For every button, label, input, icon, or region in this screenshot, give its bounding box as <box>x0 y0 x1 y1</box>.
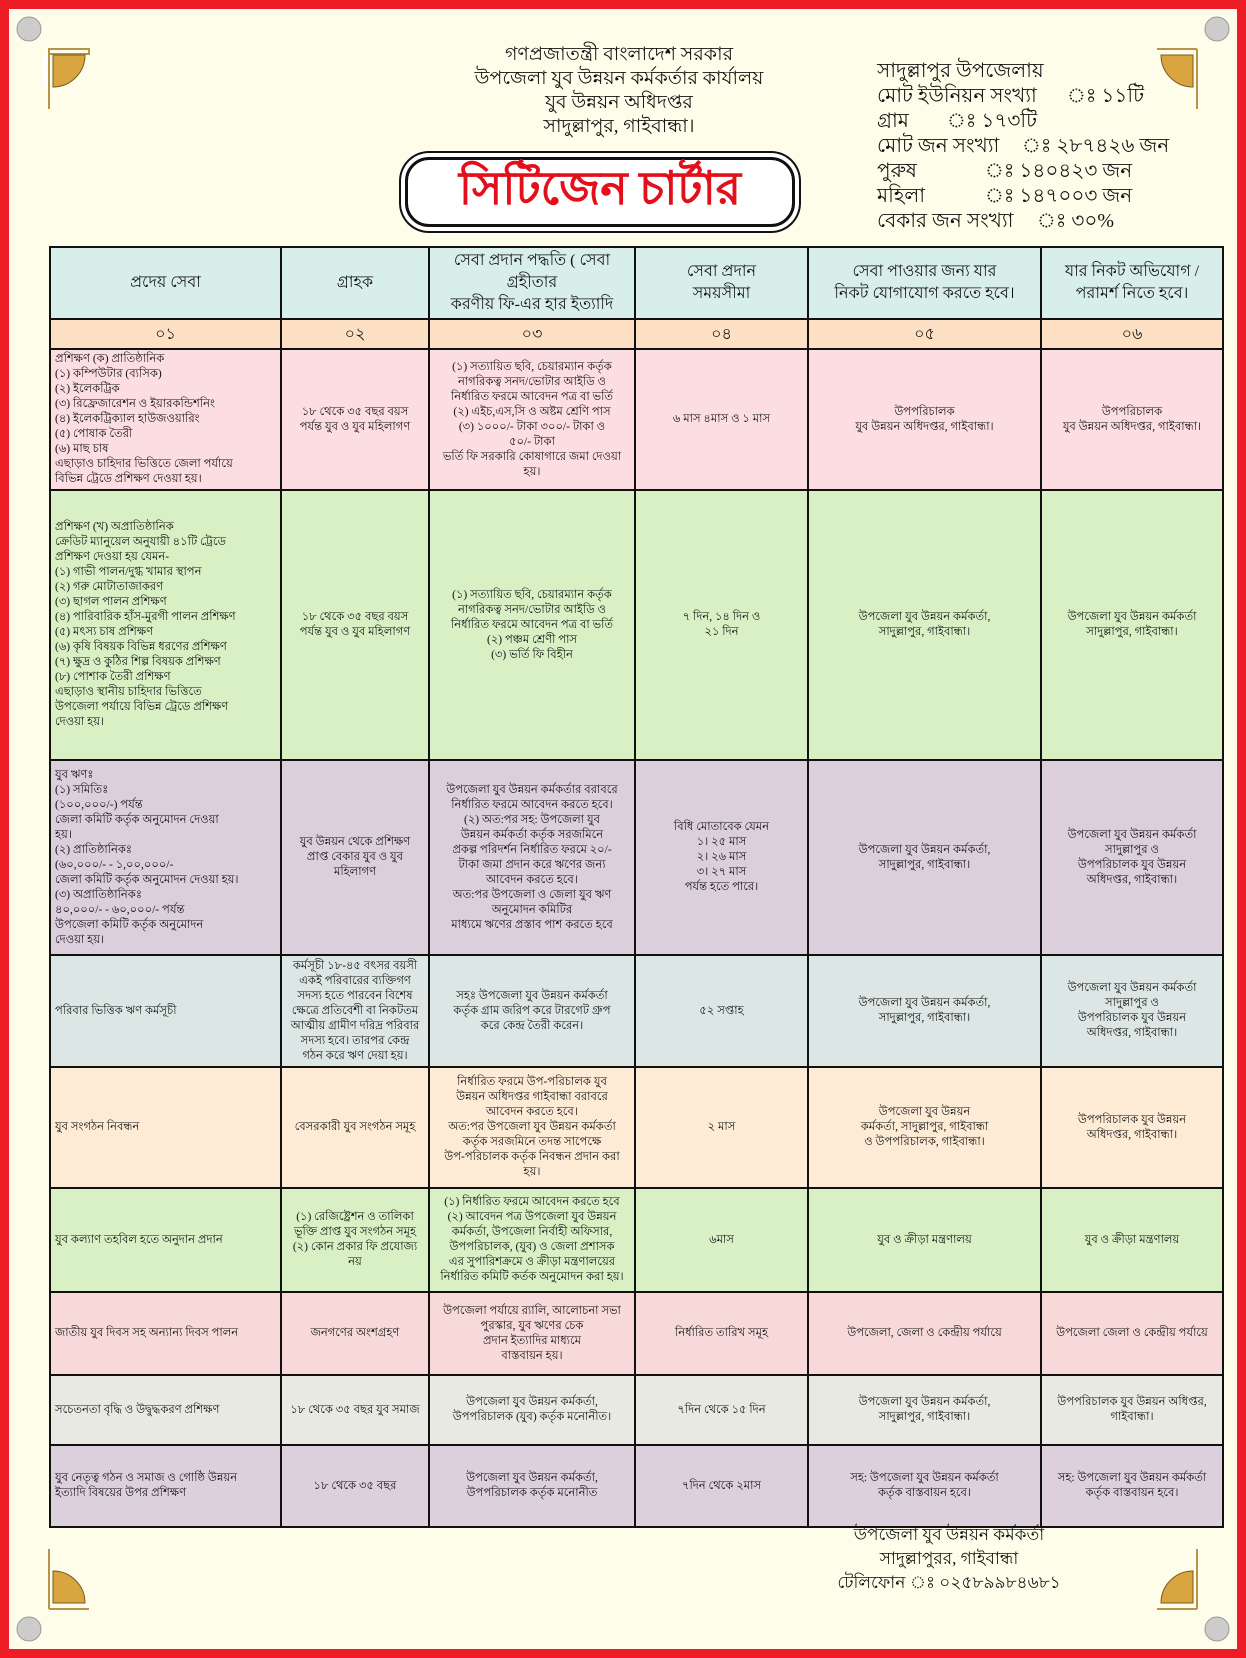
table-row <box>50 1067 1223 1188</box>
corner-ornament-icon <box>1137 1549 1237 1649</box>
stat-label: মোট ইউনিয়ন সংখ্যা <box>877 85 1037 107</box>
table-cell: ৬মাস <box>635 1188 808 1292</box>
corner-ornament-icon <box>9 9 109 109</box>
table-cell: ৭দিন থেকে ২মাস <box>635 1445 808 1527</box>
column-number: ০৩ <box>429 319 635 349</box>
stat-row <box>877 109 1169 134</box>
table-cell: উপজেলা জেলা ও কেন্দ্রীয় পর্যায়ে <box>1041 1292 1223 1375</box>
table-cell: ৭দিন থেকে ১৫ দিন <box>635 1375 808 1445</box>
table-cell: উপপরিচালক যুব উন্নয়ন অধিপ্তর, গাইবান্ধা। <box>1041 1375 1223 1445</box>
table-cell: সচেতনতা বৃদ্ধি ও উদ্বুদ্ধকরণ প্রশিক্ষণ <box>50 1375 281 1445</box>
table-cell: যুব কল্যাণ তহবিল হতে অনুদান প্রদান <box>50 1188 281 1292</box>
table-cell: সহঃ উপজেলা যুব উন্নয়ন কর্মকর্তা কর্তৃক গ্রাম জরিপ করে টারগেট গ্রুপ করে কেন্দ্র তৈরী করেন। <box>429 955 635 1067</box>
table-cell: সহ: উপজেলা যুব উন্নয়ন কর্মকর্তা কর্তৃক বাস্তবায়ন হবে। <box>1041 1445 1223 1527</box>
footer-line: টেলিফোন ঃ ০২৫৮৯৯৮৪৬৮১ <box>837 1573 1061 1592</box>
table-cell: ১৮ থেকে ৩৫ বছর <box>281 1445 429 1527</box>
column-header: সেবা প্রদান পদ্ধতি ( সেবা গ্রহীতার করণীয় ফি-এর হার ইত্যাদি <box>429 247 635 319</box>
table-cell: (১) রেজিষ্ট্রেশন ও তালিকা ভূক্তি প্রাপ্ত যুব সংগঠন সমূহ (২) কোন প্রকার ফি প্রযোজ্য নয় <box>281 1188 429 1292</box>
header-line: গণপ্রজাতন্ত্রী বাংলাদেশ সরকার <box>504 44 734 65</box>
table-cell: উপজেলা যুব উন্নয়ন কর্মকর্তা, উপপরিচালক কর্তৃক মনোনীত <box>429 1445 635 1527</box>
table-cell: উপজেলা যুব উন্নয়ন কর্মকর্তা, সাদুল্লাপুর, গাইবান্ধা। <box>808 490 1041 760</box>
table-cell: জনগণের অংশগ্রহণ <box>281 1292 429 1375</box>
table-cell: যুব উন্নয়ন থেকে প্রশিক্ষণ প্রাপ্ত বেকার যুব ও যুব মহিলাগণ <box>281 760 429 955</box>
table-cell: যুব সংগঠন নিবন্ধন <box>50 1067 281 1188</box>
stats-heading: সাদুল্লাপুর উপজেলায় <box>877 60 1044 82</box>
table-cell: উপজেলা যুব উন্নয়ন কর্মকর্তা, সাদুল্লাপুর, গাইবান্ধা ও উপপরিচালক, গাইবান্ধা। <box>808 1067 1041 1188</box>
column-header: যার নিকট অভিযোগ / পরামর্শ নিতে হবে। <box>1041 247 1223 319</box>
table-cell: বেসরকারী যুব সংগঠন সমূহ <box>281 1067 429 1188</box>
table-cell: (১) সত্যায়িত ছবি, চেয়ারম্যান কর্তৃক নাগরিকত্ব সনদ/ভোটার আইডি ও নির্ধারিত ফরমে আবেদন পত্র বা ভর্তি (২) এইচ,এস,সি ও অষ্টম শ্রেণি পাস (৩) ১০০০/- টাকা ৩০০/- টাকা ও ৫০/- টাকা ভর্তি ফি সরকারি কোষাগারে জমা দেওয়া হয়। <box>429 349 635 490</box>
table-cell: ১৮ থেকে ৩৫ বছর বয়স পর্যন্ত যুব ও যুব মহিলাগণ <box>281 490 429 760</box>
table-cell: যুব নেতৃত্ব গঠন ও সমাজ ও গোষ্ঠি উন্নয়ন ইত্যাদি বিষয়ের উপর প্রশিক্ষণ <box>50 1445 281 1527</box>
stat-value: ঃ ১৪০৪২৩ জন <box>985 160 1133 182</box>
table-cell: উপপরিচালক যুব উন্নয়ন অধিদপ্তর, গাইবান্ধা। <box>1041 1067 1223 1188</box>
stat-row <box>877 184 1169 209</box>
column-header: সেবা পাওয়ার জন্য যার নিকট যোগাযোগ করতে হবে। <box>808 247 1041 319</box>
page-title: সিটিজেন চার্টার <box>458 163 742 214</box>
table-cell: ৭ দিন, ১৪ দিন ও ২১ দিন <box>635 490 808 760</box>
column-number: ০৪ <box>635 319 808 349</box>
table-cell: নির্ধারিত তারিখ সমূহ <box>635 1292 808 1375</box>
table-row <box>50 490 1223 760</box>
table-row <box>50 1445 1223 1527</box>
stat-label: পুরুষ <box>877 160 917 182</box>
table-cell: যুব ও ক্রীড়া মন্ত্রণালয় <box>808 1188 1041 1292</box>
stat-label: বেকার জন সংখ্যা <box>877 210 1014 232</box>
table-cell: উপজেলা যুব উন্নয়ন কর্মকর্তা, সাদুল্লাপুর, গাইবান্ধা। <box>808 955 1041 1067</box>
office-header <box>409 43 829 139</box>
table-cell: যুব ঋণঃ (১) সমিতিঃ (১০০,০০০/-) পর্যন্ত জেলা কমিটি কর্তৃক অনুমোদন দেওয়া হয়। (২) প্রাতিষ্ঠানিকঃ (৬০,০০০/- - ১,০০,০০০/- জেলা কমিটি কর্তৃক অনুমোদন দেওয়া হয়। (৩) অপ্রাতিষ্ঠানিকঃ ৪০,০০০/- - ৬০,০০০/- পর্যন্ত উপজেলা কমিটি কর্তৃক অনুমোদন দেওয়া হয়। <box>50 760 281 955</box>
stat-label: মোট জন সংখ্যা <box>877 135 1000 157</box>
column-number: ০৬ <box>1041 319 1223 349</box>
table-cell: বিধি মোতাবেক যেমন ১। ২৫ মাস ২। ২৬ মাস ৩। ২৭ মাস পর্যন্ত হতে পারে। <box>635 760 808 955</box>
charter-table <box>49 246 1224 1528</box>
table-cell: উপজেলা যুব উন্নয়ন কর্মকর্তা, সাদুল্লাপুর, গাইবান্ধা। <box>808 760 1041 955</box>
table-cell: ৫২ সপ্তাহ <box>635 955 808 1067</box>
footer-line: উপজেলা যুব উন্নয়ন কর্মকর্তা <box>853 1525 1045 1544</box>
table-cell: ৬ মাস ৪মাস ও ১ মাস <box>635 349 808 490</box>
population-stats <box>877 59 1169 234</box>
column-header: সেবা প্রদান সময়সীমা <box>635 247 808 319</box>
table-cell: উপপরিচালক যুব উন্নয়ন অধিদপ্তর, গাইবান্ধা। <box>808 349 1041 490</box>
table-cell: ২ মাস <box>635 1067 808 1188</box>
title-banner <box>405 157 795 227</box>
table-cell: নির্ধারিত ফরমে উপ-পরিচালক যুব উন্নয়ন অধিদপ্তর গাইবান্ধা বরাবরে আবেদন করতে হবে। অত:পর উপজেলা যুব উন্নয়ন কর্মকর্তা কর্তৃক সরজমিনে তদন্ত সাপেক্ষে উপ-পরিচালক কর্তৃক নিবন্ধন প্রদান করা হয়। <box>429 1067 635 1188</box>
stat-value: ঃ ২৮৭৪২৬ জন <box>1022 135 1170 157</box>
header-row <box>50 247 1223 319</box>
table-row <box>50 349 1223 490</box>
table-cell: উপজেলা, জেলা ও কেন্দ্রীয় পর্যায়ে <box>808 1292 1041 1375</box>
table-cell: উপজেলা যুব উন্নয়ন কর্মকর্তা, সাদুল্লাপুর, গাইবান্ধা। <box>808 1375 1041 1445</box>
table-cell: কর্মসূচী ১৮-৪৫ বৎসর বয়সী একই পরিবারের ব্যক্তিগণ সদস্য হতে পারবেন বিশেষ ক্ষেত্রে প্রতিবেশী বা নিকটতম আত্মীয় গ্রামীণ দরিদ্র পরিবার সদস্য হবে। তারপর কেন্দ্র গঠন করে ঋণ দেয়া হয়। <box>281 955 429 1067</box>
column-number: ০১ <box>50 319 281 349</box>
stat-row <box>877 134 1169 159</box>
table-row <box>50 1188 1223 1292</box>
column-number: ০৫ <box>808 319 1041 349</box>
column-header: প্রদেয় সেবা <box>50 247 281 319</box>
stat-row <box>877 159 1169 184</box>
table-cell: উপজেলা যুব উন্নয়ন কর্মকর্তার বরাবরে নির্ধারিত ফরমে আবেদন করতে হবে। (২) অত:পর সহ: উপজেলা যুব উন্নয়ন কর্মকর্তা কর্তৃক সরজমিনে প্রকল্প পরিদর্শন নির্ধারিত ফরমে ২০/- টাকা জমা প্রদান করে ঋণের জন্য আবেদন করতে হবে। অত:পর উপজেলা ও জেলা যুব ঋণ অনুমোদন কমিটির মাধ্যমে ঋণের প্রস্তাব পাশ করতে হবে <box>429 760 635 955</box>
column-number: ০২ <box>281 319 429 349</box>
header-line: যুব উন্নয়ন অধিদপ্তর <box>545 92 693 113</box>
table-cell: প্রশিক্ষণ (খ) অপ্রাতিষ্ঠানিক ক্রেডিট ম্যানুয়েল অনুযায়ী ৪১টি ট্রেডে প্রশিক্ষণ দেওয়া হয় যেমন- (১) গাভী পালন/দুগ্ধ খামার স্থাপন (২) গরু মোটাতাজাকরণ (৩) ছাগল পালন প্রশিক্ষণ (৪) পারিবারিক হাঁস-মুরগী পালন প্রশিক্ষণ (৫) মৎস্য চাষ প্রশিক্ষণ (৬) কৃষি বিষয়ক বিভিন্ন ধরণের প্রশিক্ষণ (৭) ক্ষুদ্র ও কুঠির শিল্প বিষয়ক প্রশিক্ষণ (৮) পোশাক তৈরী প্রশিক্ষণ এছাড়াও স্থানীয় চাহিদার ভিত্তিতে উপজেলা পর্যায়ে বিভিন্ন ট্রেডে প্রশিক্ষণ দেওয়া হয়। <box>50 490 281 760</box>
table-cell: (১) নির্ধারিত ফরমে আবেদন করতে হবে (২) আবেদন পত্র উপজেলা যুব উন্নয়ন কর্মকর্তা, উপজেলা নির্বাহী অফিসার, উপপরিচালক, (যুব) ও জেলা প্রশাসক এর সুপারিশক্রমে ও ক্রীড়া মন্ত্রণালয়ের নির্ধারিত কমিটি কর্তক অনুমোদন করা হয়। <box>429 1188 635 1292</box>
table-cell: উপজেলা পর্যায়ে র‌্যালি, আলোচনা সভা পুরস্কার, যুব ঋণের চেক প্রদান ইত্যাদির মাধ্যমে বাস্তবায়ন হয়। <box>429 1292 635 1375</box>
table-cell: সহ: উপজেলা যুব উন্নয়ন কর্মকর্তা কর্তৃক বাস্তবায়ন হবে। <box>808 1445 1041 1527</box>
stat-value: ঃ ১৪৭০০৩ জন <box>985 185 1133 207</box>
header-line: সাদুল্লাপুর, গাইবান্ধা। <box>543 116 695 137</box>
table-cell: উপজেলা যুব উন্নয়ন কর্মকর্তা সাদুল্লাপুর, গাইবান্ধা। <box>1041 490 1223 760</box>
table-cell: প্রশিক্ষণ (ক) প্রাতিষ্ঠানিক (১) কম্পিউটার (ব্যসিক) (২) ইলেকট্রিক (৩) রিফ্রেজারেশন ও ইয়ারকন্ডিশনিং (৪) ইলেকট্রিক্যাল হাউজওয়ারিং (৫) পোষাক তৈরী (৬) মাছ চাষ এছাড়াও চাহিদার ভিত্তিতে জেলা পর্যায়ে বিভিন্ন ট্রেডে প্রশিক্ষণ দেওয়া হয়। <box>50 349 281 490</box>
table-cell: উপজেলা যুব উন্নয়ন কর্মকর্তা, উপপরিচালক (যুব) কর্তৃক মনোনীত। <box>429 1375 635 1445</box>
stat-row <box>877 209 1169 234</box>
table-row <box>50 760 1223 955</box>
stat-label: গ্রাম <box>877 110 909 132</box>
table-cell: ১৮ থেকে ৩৫ বছর বয়স পর্যন্ত যুব ও যুব মহিলাগণ <box>281 349 429 490</box>
table-row <box>50 1292 1223 1375</box>
table-row <box>50 955 1223 1067</box>
stat-value: ঃ ৩০% <box>1037 210 1115 232</box>
footer-line: সাদুল্লাপুরর, গাইবান্ধা <box>879 1549 1019 1568</box>
table-cell: জাতীয় যুব দিবস সহ অন্যান্য দিবস পালন <box>50 1292 281 1375</box>
table-row <box>50 1375 1223 1445</box>
table-cell: যুব ও ক্রীড়া মন্ত্রণালয় <box>1041 1188 1223 1292</box>
column-number-row <box>50 319 1223 349</box>
column-header: গ্রাহক <box>281 247 429 319</box>
stat-label: মহিলা <box>877 185 926 207</box>
table-cell: উপপরিচালক যুব উন্নয়ন অধিদপ্তর, গাইবান্ধা। <box>1041 349 1223 490</box>
stat-value: ঃ ১৭৩টি <box>947 110 1037 132</box>
table-cell: উপজেলা যুব উন্নয়ন কর্মকর্তা সাদুল্লাপুর ও উপপরিচালক যুব উন্নয়ন অধিদপ্তর, গাইবান্ধা। <box>1041 760 1223 955</box>
stat-row <box>877 84 1169 109</box>
corner-ornament-icon <box>9 1549 109 1649</box>
header-line: উপজেলা যুব উন্নয়ন কর্মকর্তার কার্যালয় <box>474 68 764 89</box>
stat-value: ঃ ১১টি <box>1067 85 1144 107</box>
table-cell: (১) সত্যায়িত ছবি, চেয়ারম্যান কর্তৃক নাগরিকত্ব সনদ/ভোটার আইডি ও নির্ধারিত ফরমে আবেদন পত্র বা ভর্তি (২) পঞ্চম শ্রেণী পাস (৩) ভর্তি ফি বিহীন <box>429 490 635 760</box>
table-cell: পরিবার ভিত্তিক ঋণ কর্মসূচী <box>50 955 281 1067</box>
table-cell: ১৮ থেকে ৩৫ বছর যুব সমাজ <box>281 1375 429 1445</box>
signature-block <box>829 1523 1069 1595</box>
table-cell: উপজেলা যুব উন্নয়ন কর্মকর্তা সাদুল্লাপুর ও উপপরিচালক যুব উন্নয়ন অধিদপ্তর, গাইবান্ধা। <box>1041 955 1223 1067</box>
